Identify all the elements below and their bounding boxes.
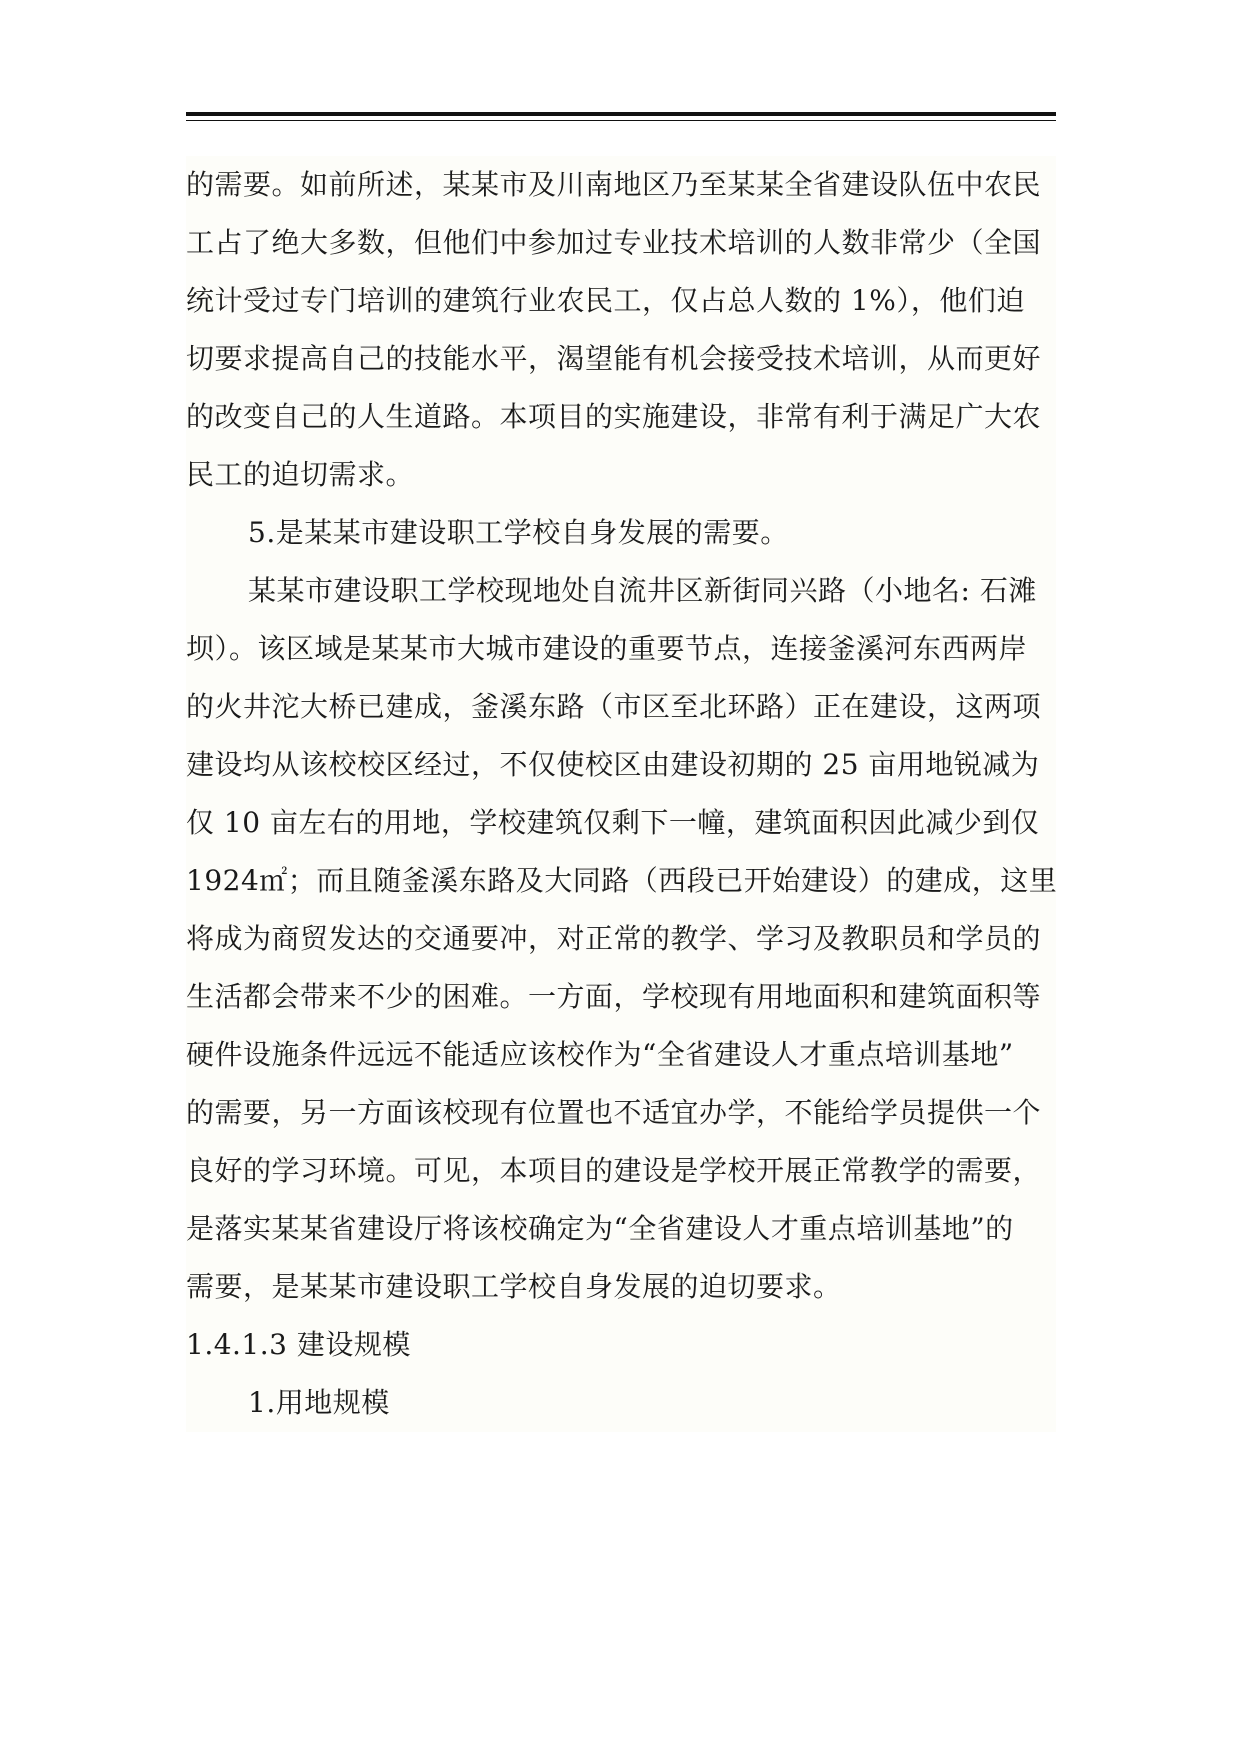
paragraph-line-5: 的改变自己的人生道路。本项目的实施建设，非常有利于满足广大农 — [186, 400, 1042, 433]
paragraph-line-19: 是落实某某省建设厅将该校确定为“全省建设人才重点培训基地”的 — [186, 1212, 1014, 1245]
paragraph-line-9: 坝）。该区域是某某市大城市建设的重要节点，连接釜溪河东西两岸 — [186, 632, 1028, 665]
section-heading-1-4-1-3: 1.4.1.3 建设规模 — [186, 1328, 411, 1361]
document-body — [186, 156, 1056, 1432]
paragraph-line-13: 1924㎡；而且随釜溪东路及大同路（西段已开始建设）的建成，这里 — [186, 864, 1058, 897]
paragraph-line-8: 某某市建设职工学校现地处自流井区新街同兴路（小地名: 石滩 — [248, 574, 1037, 607]
paragraph-line-18: 良好的学习环境。可见，本项目的建设是学校开展正常教学的需要， — [186, 1154, 1042, 1187]
paragraph-line-17: 的需要，另一方面该校现有位置也不适宜办学，不能给学员提供一个 — [186, 1096, 1042, 1129]
header-rule-thin — [186, 120, 1056, 121]
paragraph-line-2: 工占了绝大多数，但他们中参加过专业技术培训的人数非常少（全国 — [186, 226, 1042, 259]
subsection-heading-land-scale: 1.用地规模 — [248, 1386, 390, 1419]
paragraph-line-20: 需要，是某某市建设职工学校自身发展的迫切要求。 — [186, 1270, 842, 1303]
paragraph-line-12: 仅 10 亩左右的用地，学校建筑仅剩下一幢，建筑面积因此减少到仅 — [186, 806, 1040, 839]
paragraph-line-14: 将成为商贸发达的交通要冲，对正常的教学、学习及教职员和学员的 — [186, 922, 1042, 955]
paragraph-line-11: 建设均从该校校区经过，不仅使校区由建设初期的 25 亩用地锐减为 — [186, 748, 1040, 781]
paragraph-line-4: 切要求提高自己的技能水平，渴望能有机会接受技术培训，从而更好 — [186, 342, 1042, 375]
paragraph-line-6: 民工的迫切需求。 — [186, 458, 415, 491]
paragraph-line-10: 的火井沱大桥已建成，釜溪东路（市区至北环路）正在建设，这两项 — [186, 690, 1042, 723]
paragraph-line-16: 硬件设施条件远远不能适应该校作为“全省建设人才重点培训基地” — [186, 1038, 1014, 1071]
paragraph-line-15: 生活都会带来不少的困难。一方面，学校现有用地面积和建筑面积等 — [186, 980, 1042, 1013]
header-rule-thick — [186, 112, 1056, 116]
paragraph-line-3: 统计受过专门培训的建筑行业农民工，仅占总人数的 1%），他们迫 — [186, 284, 1025, 317]
paragraph-line-1: 的需要。如前所述，某某市及川南地区乃至某某全省建设队伍中农民 — [186, 168, 1042, 201]
numbered-heading-5: 5.是某某市建设职工学校自身发展的需要。 — [248, 516, 789, 549]
